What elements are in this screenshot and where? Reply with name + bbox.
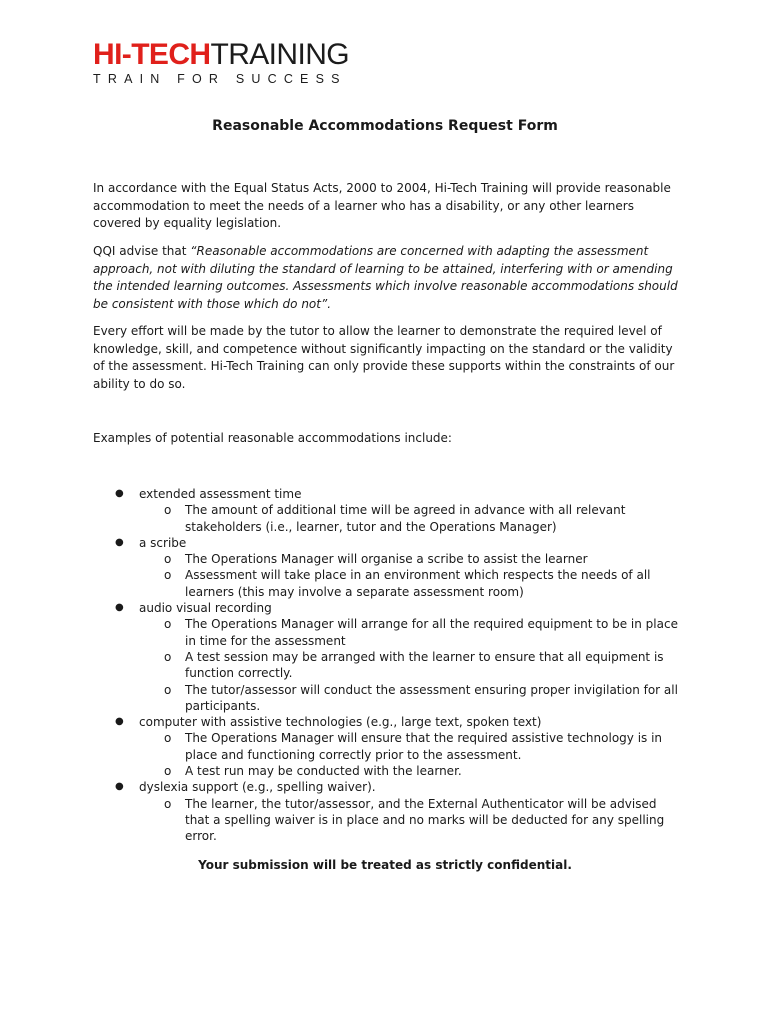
- sub-list-item: [139, 502, 683, 535]
- bullet-icon: ●: [115, 781, 124, 793]
- sub-list-item-text: A test run may be conducted with the learner.: [185, 764, 462, 779]
- circle-bullet-icon: o: [164, 731, 172, 746]
- sub-list-item-text: The Operations Manager will ensure that the required assistive technology is in place and functioning correctly prior to the assessment.: [185, 731, 663, 762]
- sub-list-item: [139, 616, 683, 649]
- sub-list-item-text: The tutor/assessor will conduct the assessment ensuring proper invigilation for all participants.: [185, 682, 678, 713]
- sub-list: [139, 730, 683, 779]
- sub-list-item-text: The Operations Manager will arrange for all the required equipment to be in place in time for the assessment: [185, 617, 678, 648]
- logo-brand-dark: TRAINING: [210, 38, 350, 71]
- sub-list: [139, 616, 683, 714]
- qqi-prefix: QQI advise that: [93, 244, 191, 258]
- circle-bullet-icon: o: [164, 682, 172, 697]
- bullet-icon: ●: [115, 488, 124, 499]
- qqi-quote: “Reasonable accommodations are concerned with adapting the assessment approach, not with diluting the standard of learning to be attained, interfering with or amending the intended learning outcomes. Assessments which involve reasonable accommodations should be consistent with those which do not”.: [93, 244, 678, 312]
- list-item-label: extended assessment time: [139, 487, 302, 501]
- hi-tech-training-logo: [93, 40, 353, 86]
- circle-bullet-icon: o: [164, 568, 172, 583]
- circle-bullet-icon: o: [164, 552, 172, 567]
- sub-list-item-text: The Operations Manager will organise a scribe to assist the learner: [185, 552, 588, 567]
- form-title: Reasonable Accommodations Request Form: [212, 118, 558, 134]
- sub-list-item: [139, 649, 683, 682]
- intro-paragraph: In accordance with the Equal Status Acts, 2000 to 2004, Hi-Tech Training will provide reasonable accommodation to meet the needs of a learner who has a disability, or any other learners covered by equality legislation.: [93, 181, 671, 231]
- sub-list-item-text: A test session may be arranged with the learner to ensure that all equipment is function correctly.: [185, 649, 664, 681]
- accommodations-list: [93, 486, 683, 845]
- sub-list: [139, 502, 683, 535]
- bullet-icon: ●: [115, 716, 124, 728]
- sub-list-item-text: Assessment will take place in an environment which respects the needs of all learners (this may involve a separate assessment room): [185, 568, 651, 599]
- logo-brand-red: HI-TECH: [93, 38, 211, 71]
- list-item: [93, 486, 683, 535]
- list-item: [93, 535, 683, 600]
- list-item-label: audio visual recording: [139, 601, 272, 616]
- sub-list: [139, 551, 683, 600]
- bullet-icon: ●: [115, 602, 124, 614]
- circle-bullet-icon: o: [164, 649, 172, 664]
- list-item: [93, 600, 683, 714]
- qqi-paragraph: [93, 243, 683, 314]
- list-item-label: computer with assistive technologies (e.g., large text, spoken text): [139, 715, 542, 730]
- circle-bullet-icon: o: [164, 796, 172, 811]
- sub-list-item: [139, 730, 683, 763]
- sub-list-item: [139, 567, 683, 600]
- list-item-label: dyslexia support (e.g., spelling waiver).: [139, 780, 376, 795]
- sub-list: [139, 796, 683, 845]
- list-item: [93, 714, 683, 779]
- confidentiality-note: Your submission will be treated as strictly confidential.: [198, 858, 572, 872]
- list-item-label: a scribe: [139, 535, 187, 550]
- circle-bullet-icon: o: [164, 617, 172, 632]
- bullet-icon: ●: [115, 536, 124, 548]
- effort-paragraph: Every effort will be made by the tutor to allow the learner to demonstrate the required level of knowledge, skill, and competence without significantly impacting on the standard or the validity of the assessment. Hi-Tech Training can only provide these supports within the constraints of our ability to do so.: [93, 324, 675, 392]
- sub-list-item: [139, 796, 683, 845]
- sub-list-item-text: The learner, the tutor/assessor, and the External Authenticator will be advised that a spelling waiver is in place and no marks will be deducted for any spelling error.: [185, 796, 665, 844]
- sub-list-item: [139, 682, 683, 715]
- examples-intro: Examples of potential reasonable accommodations include:: [93, 431, 452, 445]
- list-item: [93, 779, 683, 844]
- logo-wordmark: [93, 40, 353, 70]
- circle-bullet-icon: o: [164, 764, 172, 779]
- circle-bullet-icon: o: [164, 503, 172, 518]
- sub-list-item: [139, 551, 683, 567]
- sub-list-item: [139, 763, 683, 779]
- sub-list-item-text: The amount of additional time will be agreed in advance with all relevant stakeholders (i.e., learner, tutor and the Operations Manager): [185, 503, 626, 534]
- logo-tagline: TRAIN FOR SUCCESS: [93, 72, 347, 86]
